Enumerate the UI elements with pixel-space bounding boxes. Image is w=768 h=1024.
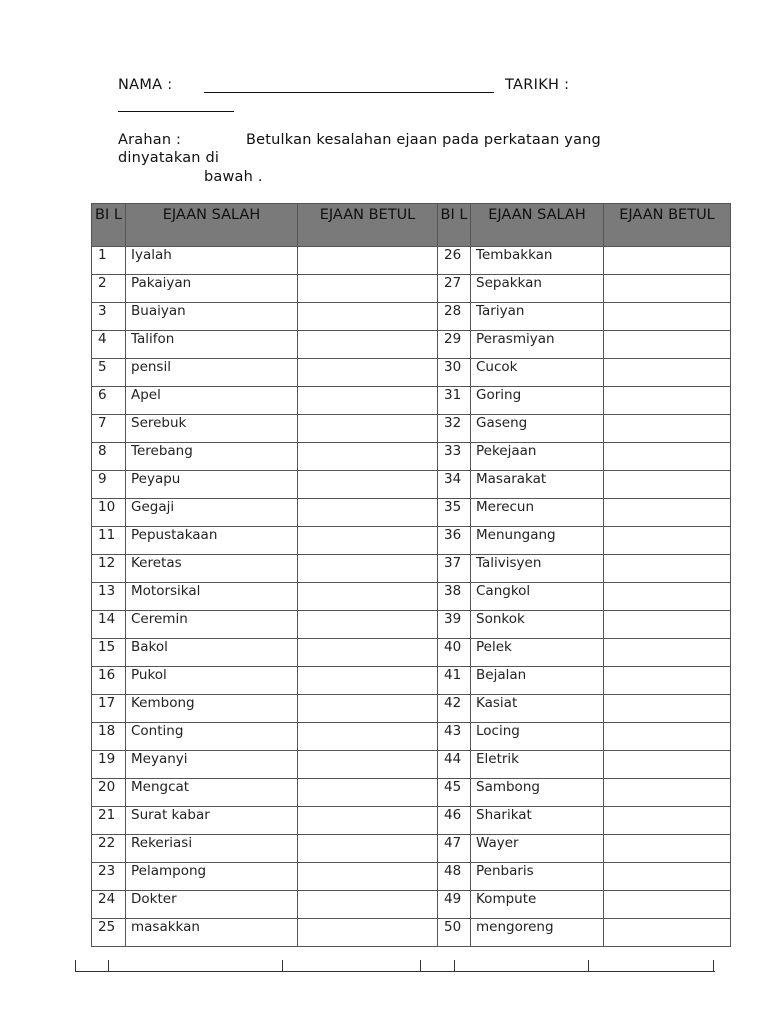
wrong-spelling-cell: Pukol (126, 667, 298, 695)
wrong-spelling-cell: Keretas (126, 555, 298, 583)
correct-spelling-cell[interactable] (298, 415, 438, 443)
wrong-spelling-cell: Merecun (471, 499, 604, 527)
correct-spelling-cell[interactable] (604, 807, 731, 835)
number-cell: 6 (92, 387, 126, 415)
number-cell: 26 (438, 247, 471, 275)
number-cell: 10 (92, 499, 126, 527)
number-cell: 8 (92, 443, 126, 471)
table-row (92, 611, 731, 639)
header-ejaan-betul-1: EJAAN BETUL (298, 204, 438, 247)
correct-spelling-cell[interactable] (298, 359, 438, 387)
footer-tick (108, 960, 109, 972)
number-cell: 11 (92, 527, 126, 555)
table-row (92, 667, 731, 695)
wrong-spelling-cell: Serebuk (126, 415, 298, 443)
number-cell: 14 (92, 611, 126, 639)
number-cell: 15 (92, 639, 126, 667)
correct-spelling-cell[interactable] (604, 919, 731, 947)
wrong-spelling-cell: Ceremin (126, 611, 298, 639)
correct-spelling-cell[interactable] (298, 387, 438, 415)
correct-spelling-cell[interactable] (298, 723, 438, 751)
correct-spelling-cell[interactable] (298, 499, 438, 527)
correct-spelling-cell[interactable] (604, 863, 731, 891)
correct-spelling-cell[interactable] (604, 359, 731, 387)
number-cell: 2 (92, 275, 126, 303)
correct-spelling-cell[interactable] (604, 723, 731, 751)
wrong-spelling-cell: Peyapu (126, 471, 298, 499)
wrong-spelling-cell: Goring (471, 387, 604, 415)
correct-spelling-cell[interactable] (298, 331, 438, 359)
correct-spelling-cell[interactable] (604, 779, 731, 807)
number-cell: 47 (438, 835, 471, 863)
number-cell: 39 (438, 611, 471, 639)
wrong-spelling-cell: Tariyan (471, 303, 604, 331)
correct-spelling-cell[interactable] (604, 555, 731, 583)
header-ejaan-salah-1: EJAAN SALAH (126, 204, 298, 247)
wrong-spelling-cell: Cucok (471, 359, 604, 387)
wrong-spelling-cell: Penbaris (471, 863, 604, 891)
correct-spelling-cell[interactable] (298, 303, 438, 331)
number-cell: 35 (438, 499, 471, 527)
wrong-spelling-cell: Kompute (471, 891, 604, 919)
correct-spelling-cell[interactable] (604, 639, 731, 667)
number-cell: 41 (438, 667, 471, 695)
correct-spelling-cell[interactable] (604, 387, 731, 415)
wrong-spelling-cell: Eletrik (471, 751, 604, 779)
number-cell: 44 (438, 751, 471, 779)
table-row (92, 471, 731, 499)
number-cell: 37 (438, 555, 471, 583)
correct-spelling-cell[interactable] (298, 275, 438, 303)
table-row (92, 751, 731, 779)
spelling-table (91, 203, 731, 947)
wrong-spelling-cell: Motorsikal (126, 583, 298, 611)
correct-spelling-cell[interactable] (604, 527, 731, 555)
footer-tick (588, 960, 589, 972)
correct-spelling-cell[interactable] (604, 583, 731, 611)
correct-spelling-cell[interactable] (298, 247, 438, 275)
table-row (92, 275, 731, 303)
wrong-spelling-cell: Sambong (471, 779, 604, 807)
wrong-spelling-cell: Kembong (126, 695, 298, 723)
footer-tick (454, 960, 455, 972)
number-cell: 17 (92, 695, 126, 723)
table-row (92, 527, 731, 555)
correct-spelling-cell[interactable] (298, 555, 438, 583)
table-row (92, 779, 731, 807)
number-cell: 20 (92, 779, 126, 807)
correct-spelling-cell[interactable] (604, 443, 731, 471)
wrong-spelling-cell: Kasiat (471, 695, 604, 723)
number-cell: 29 (438, 331, 471, 359)
wrong-spelling-cell: Buaiyan (126, 303, 298, 331)
number-cell: 34 (438, 471, 471, 499)
number-cell: 49 (438, 891, 471, 919)
wrong-spelling-cell: pensil (126, 359, 298, 387)
table-row (92, 919, 731, 947)
footer-tick (75, 960, 76, 972)
wrong-spelling-cell: Sepakkan (471, 275, 604, 303)
table-row (92, 583, 731, 611)
correct-spelling-cell[interactable] (604, 695, 731, 723)
table-row (92, 807, 731, 835)
correct-spelling-cell[interactable] (298, 667, 438, 695)
number-cell: 45 (438, 779, 471, 807)
correct-spelling-cell[interactable] (298, 919, 438, 947)
instruction-line-2: dinyatakan di (118, 150, 220, 166)
number-cell: 1 (92, 247, 126, 275)
header-bil-2: BI L (438, 204, 471, 247)
wrong-spelling-cell: Terebang (126, 443, 298, 471)
wrong-spelling-cell: Pelek (471, 639, 604, 667)
wrong-spelling-cell: Sonkok (471, 611, 604, 639)
correct-spelling-cell[interactable] (604, 247, 731, 275)
correct-spelling-cell[interactable] (298, 443, 438, 471)
wrong-spelling-cell: mengoreng (471, 919, 604, 947)
wrong-spelling-cell: Bejalan (471, 667, 604, 695)
correct-spelling-cell[interactable] (298, 695, 438, 723)
table-row (92, 835, 731, 863)
correct-spelling-cell[interactable] (604, 331, 731, 359)
correct-spelling-cell[interactable] (604, 499, 731, 527)
number-cell: 31 (438, 387, 471, 415)
number-cell: 5 (92, 359, 126, 387)
table-row (92, 331, 731, 359)
number-cell: 30 (438, 359, 471, 387)
header-bil-1: BI L (92, 204, 126, 247)
instruction-line-1: Betulkan kesalahan ejaan pada perkataan yang (246, 132, 601, 148)
wrong-spelling-cell: Locing (471, 723, 604, 751)
correct-spelling-cell[interactable] (298, 639, 438, 667)
correct-spelling-cell[interactable] (298, 835, 438, 863)
wrong-spelling-cell: Pekejaan (471, 443, 604, 471)
number-cell: 23 (92, 863, 126, 891)
correct-spelling-cell[interactable] (298, 863, 438, 891)
table-header-row (92, 204, 731, 247)
wrong-spelling-cell: Tembakkan (471, 247, 604, 275)
correct-spelling-cell[interactable] (298, 611, 438, 639)
number-cell: 25 (92, 919, 126, 947)
correct-spelling-cell[interactable] (604, 415, 731, 443)
wrong-spelling-cell: Mengcat (126, 779, 298, 807)
number-cell: 42 (438, 695, 471, 723)
wrong-spelling-cell: Bakol (126, 639, 298, 667)
wrong-spelling-cell: Pepustakaan (126, 527, 298, 555)
correct-spelling-cell[interactable] (604, 303, 731, 331)
number-cell: 27 (438, 275, 471, 303)
table-row (92, 891, 731, 919)
wrong-spelling-cell: Talivisyen (471, 555, 604, 583)
table-row (92, 863, 731, 891)
footer-tick (420, 960, 421, 972)
wrong-spelling-cell: Menungang (471, 527, 604, 555)
correct-spelling-cell[interactable] (298, 527, 438, 555)
correct-spelling-cell[interactable] (604, 667, 731, 695)
number-cell: 32 (438, 415, 471, 443)
number-cell: 4 (92, 331, 126, 359)
table-row (92, 443, 731, 471)
wrong-spelling-cell: Pelampong (126, 863, 298, 891)
wrong-spelling-cell: Cangkol (471, 583, 604, 611)
correct-spelling-cell[interactable] (298, 583, 438, 611)
number-cell: 40 (438, 639, 471, 667)
wrong-spelling-cell: Surat kabar (126, 807, 298, 835)
number-cell: 22 (92, 835, 126, 863)
wrong-spelling-cell: Masarakat (471, 471, 604, 499)
number-cell: 9 (92, 471, 126, 499)
correct-spelling-cell[interactable] (604, 611, 731, 639)
wrong-spelling-cell: Sharikat (471, 807, 604, 835)
table-row (92, 247, 731, 275)
table-row (92, 303, 731, 331)
number-cell: 7 (92, 415, 126, 443)
wrong-spelling-cell: masakkan (126, 919, 298, 947)
number-cell: 21 (92, 807, 126, 835)
correct-spelling-cell[interactable] (604, 835, 731, 863)
name-label: NAMA : (118, 77, 173, 93)
footer-tick (713, 960, 714, 972)
table-row (92, 639, 731, 667)
wrong-spelling-cell: Wayer (471, 835, 604, 863)
number-cell: 46 (438, 807, 471, 835)
wrong-spelling-cell: Perasmiyan (471, 331, 604, 359)
table-row (92, 723, 731, 751)
table-row (92, 695, 731, 723)
correct-spelling-cell[interactable] (298, 807, 438, 835)
number-cell: 3 (92, 303, 126, 331)
correct-spelling-cell[interactable] (298, 471, 438, 499)
table-row (92, 387, 731, 415)
date-label: TARIKH : (505, 77, 570, 93)
number-cell: 24 (92, 891, 126, 919)
number-cell: 12 (92, 555, 126, 583)
wrong-spelling-cell: Apel (126, 387, 298, 415)
table-row (92, 555, 731, 583)
header-ejaan-salah-2: EJAAN SALAH (471, 204, 604, 247)
footer-tick (282, 960, 283, 972)
number-cell: 18 (92, 723, 126, 751)
number-cell: 16 (92, 667, 126, 695)
wrong-spelling-cell: Talifon (126, 331, 298, 359)
correct-spelling-cell[interactable] (298, 891, 438, 919)
number-cell: 43 (438, 723, 471, 751)
number-cell: 33 (438, 443, 471, 471)
correct-spelling-cell[interactable] (604, 751, 731, 779)
correct-spelling-cell[interactable] (298, 751, 438, 779)
correct-spelling-cell[interactable] (604, 275, 731, 303)
table-row (92, 359, 731, 387)
correct-spelling-cell[interactable] (604, 471, 731, 499)
number-cell: 36 (438, 527, 471, 555)
name-field-line[interactable] (204, 92, 494, 93)
header-ejaan-betul-2: EJAAN BETUL (604, 204, 731, 247)
table-row (92, 415, 731, 443)
date-field-line[interactable] (118, 111, 234, 112)
wrong-spelling-cell: Meyanyi (126, 751, 298, 779)
number-cell: 50 (438, 919, 471, 947)
wrong-spelling-cell: Gaseng (471, 415, 604, 443)
instruction-label: Arahan : (118, 132, 182, 148)
wrong-spelling-cell: Iyalah (126, 247, 298, 275)
correct-spelling-cell[interactable] (604, 891, 731, 919)
wrong-spelling-cell: Dokter (126, 891, 298, 919)
number-cell: 19 (92, 751, 126, 779)
number-cell: 38 (438, 583, 471, 611)
number-cell: 13 (92, 583, 126, 611)
instruction-line-3: bawah . (204, 169, 263, 185)
footer-rule (75, 971, 715, 972)
correct-spelling-cell[interactable] (298, 779, 438, 807)
number-cell: 48 (438, 863, 471, 891)
wrong-spelling-cell: Pakaiyan (126, 275, 298, 303)
number-cell: 28 (438, 303, 471, 331)
wrong-spelling-cell: Rekeriasi (126, 835, 298, 863)
wrong-spelling-cell: Gegaji (126, 499, 298, 527)
wrong-spelling-cell: Conting (126, 723, 298, 751)
table-row (92, 499, 731, 527)
